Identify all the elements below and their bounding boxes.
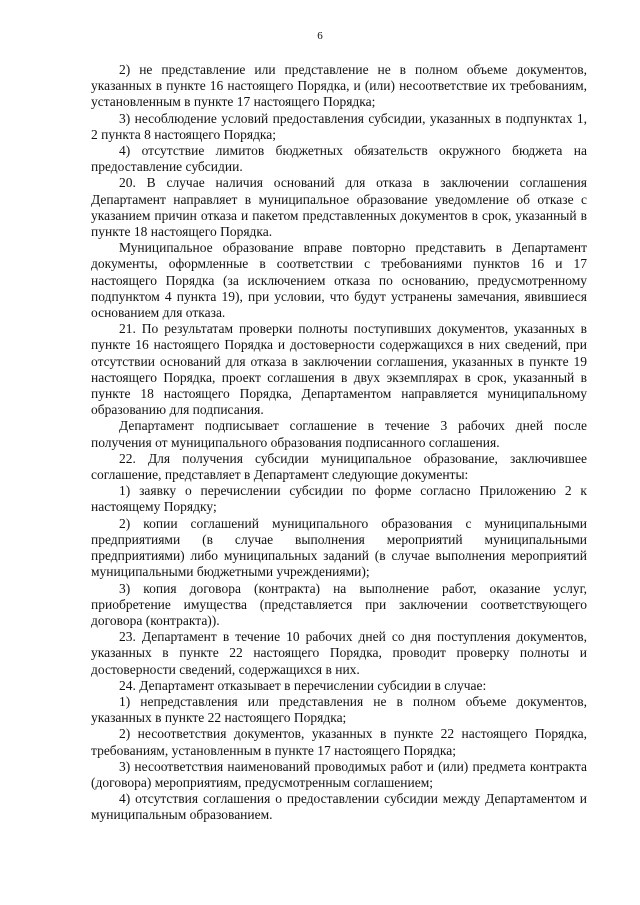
paragraph: 2) копии соглашений муниципального образования с муниципальными предприятиями (в случае выполнения мероприятий муниципальными предприятиями) либо муниципальных заданий (в случае выполнения мероприятий муниципальными бюджетными учреждениями); bbox=[91, 515, 587, 580]
paragraph: 24. Департамент отказывает в перечислении субсидии в случае: bbox=[119, 677, 487, 693]
paragraph: 1) непредставления или представления не в полном объеме документов, указанных в пункте 22 настоящего Порядка; bbox=[91, 693, 587, 726]
paragraph: 21. По результатам проверки полноты поступивших документов, указанных в пункте 16 настоящего Порядка и достоверности содержащихся в них сведений, при отсутствии оснований для отказа в заключении соглашения, указанных в пункте 19 настоящего Порядка, проект соглашения в двух экземплярах в срок, указанный в пункте 18 настоящего Порядка, Департаментом направляется муниципальному образованию для подписания. bbox=[91, 321, 587, 418]
paragraph: 2) несоответствия документов, указанных в пункте 22 настоящего Порядка, требованиям, установленным в пункте 17 настоящего Порядка; bbox=[91, 726, 587, 758]
paragraph: 1) заявку о перечислении субсидии по форме согласно Приложению 2 к настоящему Порядку; bbox=[91, 483, 587, 515]
paragraph: 2) не представление или представление не в полном объеме документов, указанных в пункте 16 настоящего Порядка, и (или) несоответствие их требованиям, установленным в пункте 17 настоящего Порядка; bbox=[91, 62, 587, 110]
page-number: 6 bbox=[317, 30, 323, 42]
document-body bbox=[91, 62, 587, 824]
paragraph: Департамент подписывает соглашение в течение 3 рабочих дней после получения от муниципального образования подписанного соглашения. bbox=[91, 418, 587, 450]
paragraph: Муниципальное образование вправе повторно представить в Департамент документы, оформленные в соответствии с требованиями пунктов 16 и 17 настоящего Порядка (за исключением отказа по основанию, предусмотренному подпунктом 4 пункта 19), при условии, что будут устранены замечания, явившиеся основанием для отказа. bbox=[91, 240, 587, 321]
paragraph: 22. Для получения субсидии муниципальное образование, заключившее соглашение, представляет в Департамент следующие документы: bbox=[91, 450, 587, 483]
paragraph: 4) отсутствия соглашения о предоставлении субсидии между Департаментом и муниципальным образованием. bbox=[91, 791, 587, 823]
paragraph: 3) несоответствия наименований проводимых работ и (или) предмета контракта (договора) мероприятиям, предусмотренным соглашением; bbox=[91, 758, 587, 790]
paragraph: 4) отсутствие лимитов бюджетных обязательств окружного бюджета на предоставление субсидии. bbox=[91, 143, 587, 175]
paragraph: 20. В случае наличия оснований для отказа в заключении соглашения Департамент направляет в муниципальное образование уведомление об отказе с указанием причин отказа и пакетом представленных документов в срок, указанный в пункте 18 настоящего Порядка. bbox=[91, 175, 587, 240]
paragraph: 3) несоблюдение условий предоставления субсидии, указанных в подпунктах 1, 2 пункта 8 настоящего Порядка; bbox=[91, 110, 587, 142]
paragraph: 23. Департамент в течение 10 рабочих дней со дня поступления документов, указанных в пункте 22 настоящего Порядка, проводит проверку полноты и достоверности сведений, содержащихся в них. bbox=[91, 629, 587, 677]
paragraph: 3) копия договора (контракта) на выполнение работ, оказание услуг, приобретение имущества (представляется при заключении соответствующего договора (контракта)). bbox=[91, 580, 587, 628]
